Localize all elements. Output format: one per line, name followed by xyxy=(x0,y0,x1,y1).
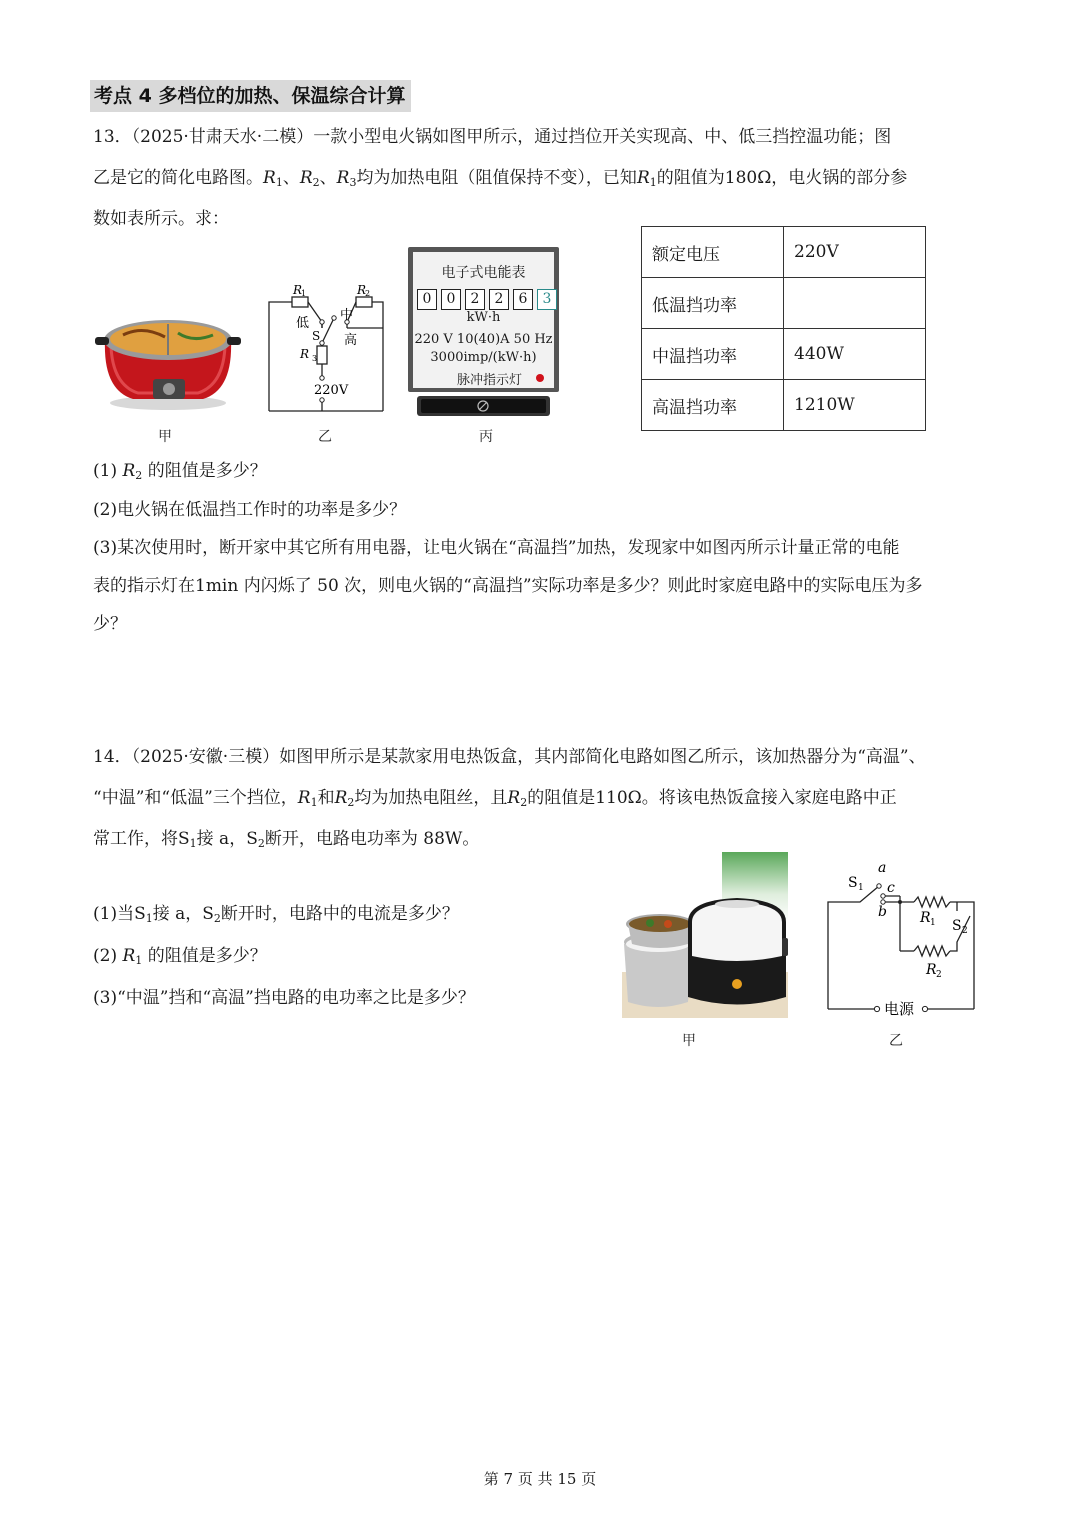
energy-meter xyxy=(407,246,560,418)
svg-text:2: 2 xyxy=(365,289,371,298)
q14-line3: 常工作，将$S_1$接 a，$S_2$断开，电路电功率为 88W。 xyxy=(93,829,480,850)
q14-stem xyxy=(93,737,993,860)
svg-text:1: 1 xyxy=(930,918,936,928)
svg-text:R: R xyxy=(357,283,367,297)
param-label: 高温挡功率 xyxy=(642,380,784,431)
svg-text:R: R xyxy=(926,962,937,978)
q13-question-2: (2)电火锅在低温挡工作时的功率是多少？ xyxy=(93,500,407,520)
meter-digit: 3 xyxy=(537,289,557,310)
param-value xyxy=(784,278,926,329)
q13-caption-a: 甲 xyxy=(158,429,172,445)
meter-digit: 2 xyxy=(489,289,509,310)
svg-text:2: 2 xyxy=(962,926,968,936)
q13-line1: 13．（2025·甘肃天水·二模）一款小型电火锅如图甲所示，通过挡位开关实现高、中、低三挡控温功能；图 xyxy=(93,127,892,147)
circuit-low-label: 低 xyxy=(296,316,310,331)
meter-digit: 0 xyxy=(417,289,437,310)
param-value: 1210W xyxy=(784,380,926,431)
meter-unit: kW·h xyxy=(466,310,501,325)
param-label: 低温挡功率 xyxy=(642,278,784,329)
q13-line2: 乙是它的简化电路图。$R_1$、$R_2$、$R_3$均为加热电阻（阻值保持不变），已知$R_1$的阻值为180Ω，电火锅的部分参 xyxy=(93,168,908,189)
svg-text:c: c xyxy=(887,880,895,896)
q13-question-1: (1) $R_2$ 的阻值是多少？ xyxy=(93,461,267,482)
circuit-mid-label: 中 xyxy=(340,308,354,323)
circuit-high-label: 高 xyxy=(344,333,358,348)
q13-stem xyxy=(93,117,993,240)
q13-question-3: (3)某次使用时，断开家中其它所有用电器，让电火锅在“高温挡”加热，发现家中如图丙所示计量正常的电能 表的指示灯在1min 内闪烁了 50 次，则电火锅的“高温挡”实际功率是多少？则此时家庭电路中的实际电压为多 少？ xyxy=(93,538,923,634)
lunchbox-image xyxy=(622,852,788,1018)
q14-question-1: (1)当$S_1$接 a，$S_2$断开时，电路中的电流是多少？ xyxy=(93,904,459,925)
q13-caption-b: 乙 xyxy=(318,429,332,445)
q13-circuit-diagram xyxy=(262,278,390,418)
q13-caption-c: 丙 xyxy=(479,429,493,445)
circuit-source-label: 电源 xyxy=(884,1000,915,1018)
svg-text:2: 2 xyxy=(936,970,942,980)
param-value: 440W xyxy=(784,329,926,380)
q14-line2: “中温”和“低温”三个挡位，$R_1$和$R_2$均为加热电阻丝，且$R_2$的阻值是110Ω。将该电热饭盒接入家庭电路中正 xyxy=(93,788,897,809)
q14-circuit-diagram xyxy=(822,856,982,1026)
table-row xyxy=(642,278,926,329)
circuit-voltage-label: 220V xyxy=(314,383,349,398)
svg-text:R: R xyxy=(299,347,309,361)
param-label: 中温挡功率 xyxy=(642,329,784,380)
meter-digit: 6 xyxy=(513,289,533,310)
table-row xyxy=(642,227,926,278)
page-footer: 第 7 页 共 15 页 xyxy=(483,1470,597,1488)
meter-digit: 2 xyxy=(465,289,485,310)
hotpot-image xyxy=(93,295,243,415)
meter-title: 电子式电能表 xyxy=(441,265,526,281)
q14-caption-b: 乙 xyxy=(889,1033,903,1049)
table-row xyxy=(642,329,926,380)
svg-text:S: S xyxy=(952,918,962,934)
svg-text:R: R xyxy=(293,283,303,297)
table-row xyxy=(642,380,926,431)
q14-line1: 14．（2025·安徽·三模）如图甲所示是某款家用电热饭盒，其内部简化电路如图乙所示，该加热器分为“高温”、 xyxy=(93,747,926,767)
q13-line3: 数如表所示。求： xyxy=(93,209,229,229)
param-label: 额定电压 xyxy=(642,227,784,278)
q14-question-2: (2) $R_1$ 的阻值是多少？ xyxy=(93,946,267,967)
circuit-switch-label: S xyxy=(312,329,321,343)
svg-text:1: 1 xyxy=(301,289,307,298)
svg-text:S: S xyxy=(848,875,858,891)
section-title: 考点 4 多档位的加热、保温综合计算 xyxy=(90,80,411,112)
meter-spec-voltage: 220 V 10(40)A 50 Hz xyxy=(414,332,553,347)
meter-digit: 0 xyxy=(441,289,461,310)
meter-indicator-label: 脉冲指示灯 xyxy=(457,373,523,388)
param-value: 220V xyxy=(784,227,926,278)
svg-text:3: 3 xyxy=(312,354,318,363)
meter-spec-imp: 3000imp/(kW·h) xyxy=(430,350,537,365)
svg-text:b: b xyxy=(878,904,887,920)
svg-text:R: R xyxy=(920,910,931,926)
meter-digits xyxy=(417,289,557,309)
q14-question-3: (3)“中温”挡和“高温”挡电路的电功率之比是多少？ xyxy=(93,988,475,1008)
svg-text:1: 1 xyxy=(858,883,864,893)
svg-text:a: a xyxy=(878,860,887,876)
parameter-table xyxy=(641,226,926,431)
q14-caption-a: 甲 xyxy=(682,1033,696,1049)
